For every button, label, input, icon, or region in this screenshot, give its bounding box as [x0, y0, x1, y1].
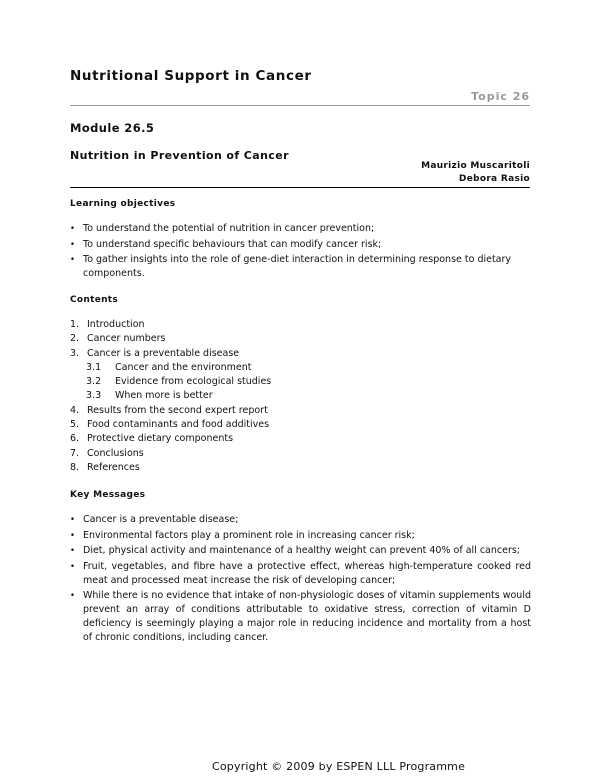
- list-item: • To understand the potential of nutrition in cancer prevention;: [70, 222, 531, 236]
- list-item: • Fruit, vegetables, and fibre have a protective effect, whereas high-temperature cooked red meat and processed meat increase the risk of developing cancer;: [70, 560, 531, 588]
- toc-subitem: [70, 375, 530, 389]
- toc-item: [70, 332, 530, 346]
- toc-label: Cancer is a preventable disease: [87, 347, 240, 359]
- author-name: Maurizio Muscaritoli: [421, 161, 530, 171]
- toc-item: [70, 432, 530, 446]
- learning-objectives-heading: Learning objectives: [70, 199, 176, 209]
- toc-number: 5.: [70, 419, 80, 431]
- list-item: • To understand specific behaviours that can modify cancer risk;: [70, 238, 531, 252]
- toc-item: [70, 347, 530, 361]
- toc-number: 6.: [70, 433, 80, 445]
- key-messages-heading: Key Messages: [70, 490, 146, 500]
- contents-heading: Contents: [70, 295, 119, 305]
- toc-number: 1.: [70, 319, 80, 330]
- toc-item: [70, 318, 530, 332]
- toc-label: Results from the second expert report: [87, 404, 268, 416]
- topic-divider: [70, 105, 530, 106]
- list-item: • Diet, physical activity and maintenance of a healthy weight can prevent 40% of all cancers;: [70, 544, 531, 558]
- key-messages-list: [70, 513, 531, 647]
- toc-item: [70, 461, 530, 475]
- copyright-footer: Copyright © 2009 by ESPEN LLL Programme: [212, 760, 466, 773]
- toc-label: Food contaminants and food additives: [87, 419, 270, 431]
- toc-label: References: [87, 461, 140, 473]
- toc-number: 3.2: [86, 376, 102, 388]
- module-subtitle: Nutrition in Prevention of Cancer: [70, 149, 289, 162]
- toc-number: 3.1: [86, 361, 102, 373]
- toc-label: Conclusions: [87, 447, 144, 459]
- document-title: Nutritional Support in Cancer: [70, 68, 312, 84]
- toc-item: [70, 447, 530, 461]
- toc-label: Cancer and the environment: [115, 361, 252, 373]
- toc-label: When more is better: [115, 390, 213, 402]
- toc-number: 2.: [70, 333, 80, 345]
- toc-number: 3.: [70, 347, 80, 359]
- list-item: • To gather insights into the role of gene-diet interaction in determining response to dietary components.: [70, 253, 531, 281]
- toc-label: Introduction: [87, 319, 145, 330]
- list-item: • Environmental factors play a prominent role in increasing cancer risk;: [70, 529, 531, 543]
- list-item: • While there is no evidence that intake of non-physiologic doses of vitamin supplements would prevent an array of conditions attributable to oxidative stress, correction of vitamin D deficiency is seemingly playing a major role in reducing incidence and mortality from a host of chronic conditions, including cancer.: [70, 589, 531, 645]
- author-name: Debora Rasio: [458, 174, 530, 184]
- toc-item: [70, 404, 530, 418]
- toc-item: [70, 418, 530, 432]
- toc-number: 4.: [70, 404, 80, 416]
- toc-subitem: [70, 389, 530, 403]
- module-label: Module 26.5: [70, 121, 155, 135]
- toc-number: 8.: [70, 461, 80, 473]
- toc-label: Protective dietary components: [87, 433, 234, 445]
- contents-list: [70, 318, 530, 475]
- toc-subitem: [70, 361, 530, 375]
- toc-number: 7.: [70, 447, 80, 459]
- toc-label: Cancer numbers: [87, 333, 166, 345]
- learning-objectives-list: [70, 222, 531, 283]
- toc-number: 3.3: [86, 390, 102, 402]
- list-item: • Cancer is a preventable disease;: [70, 513, 531, 527]
- topic-label: Topic 26: [471, 90, 530, 103]
- author-divider: [70, 187, 530, 188]
- toc-label: Evidence from ecological studies: [115, 376, 272, 388]
